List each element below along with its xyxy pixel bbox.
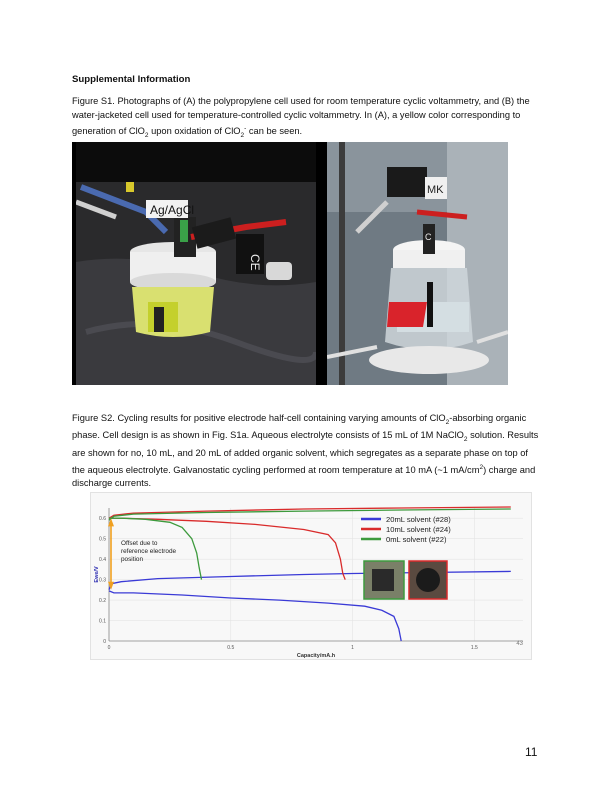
page-marker-label: 43: [516, 641, 523, 647]
y-tick-label: 0.1: [99, 618, 106, 625]
offset-annotation-line: reference electrode: [121, 547, 177, 555]
series-line-0-discharge: [109, 591, 401, 641]
offset-annotation-line: Offset due to: [121, 539, 158, 547]
figure-s1-caption: Figure S1. Photographs of (A) the polypropylene cell used for room temperature cyclic voltammetry, and (B) the water-jacketed cell used for temperature-controlled cyclic voltammetry. In (A), a yellow color corresponding to generation of ClO$_2$ upon oxidation of ClO$_2$- can be seen.: [72, 96, 530, 140]
photo-a-ce-label: CE: [248, 254, 262, 271]
inset-photo-green-detail: [372, 569, 394, 591]
photo-water-jacketed-cell: [327, 142, 508, 385]
y-tick-label: 0.5: [99, 536, 106, 543]
photo-polypropylene-cell: [76, 142, 316, 385]
page-number: 11: [525, 745, 538, 759]
figure-s1-photographs: [72, 142, 508, 385]
x-axis-label: Capacity/mA.h: [296, 653, 336, 659]
y-axis-label: Ewe/V: [94, 566, 100, 583]
y-tick-label: 0.2: [99, 598, 106, 605]
figure-s2-chart: [90, 492, 532, 660]
x-tick-label: 0.5: [227, 645, 235, 651]
y-tick-label: 0.6: [99, 516, 106, 523]
cycling-chart-svg: [91, 493, 531, 659]
legend-label-1: 10mL solvent (#24): [386, 525, 451, 534]
offset-annotation-line: position: [121, 555, 144, 563]
legend-label-0: 20mL solvent (#28): [386, 515, 451, 524]
y-tick-label: 0.4: [99, 557, 106, 564]
x-tick-label: 1.5: [470, 645, 478, 651]
y-tick-label: 0.3: [99, 577, 106, 584]
photo-b-c-label: C: [425, 232, 432, 242]
x-tick-label: 0: [107, 645, 111, 651]
inset-photo-red-detail: [416, 568, 440, 592]
legend-label-2: 0mL solvent (#22): [386, 535, 447, 544]
photo-b-mk-label: MK: [427, 184, 444, 196]
photo-a-agagcl-label: Ag/AgCl: [150, 203, 195, 217]
section-heading: Supplemental Information: [72, 74, 191, 85]
series-line-0-charge: [109, 571, 511, 589]
y-tick-label: 0: [103, 639, 106, 645]
x-tick-label: 1: [351, 645, 354, 651]
figure-s2-caption: Figure S2. Cycling results for positive electrode half-cell containing varying amounts of ClO$_2$-absorbing organic phase. Cell design is as shown in Fig. S1a. Aqueous electrolyte consists of 15 mL of 1M NaClO$_2$ solution. Results are shown for no, 10 mL, and 20 mL of added organic solvent, which segregates as a separate phase on top of the aqueous electrolyte. Galvanostatic cycling performed at room temperature at 10 mA (~1 $mA/cm^2$) charge and discharge currents.: [72, 413, 539, 489]
